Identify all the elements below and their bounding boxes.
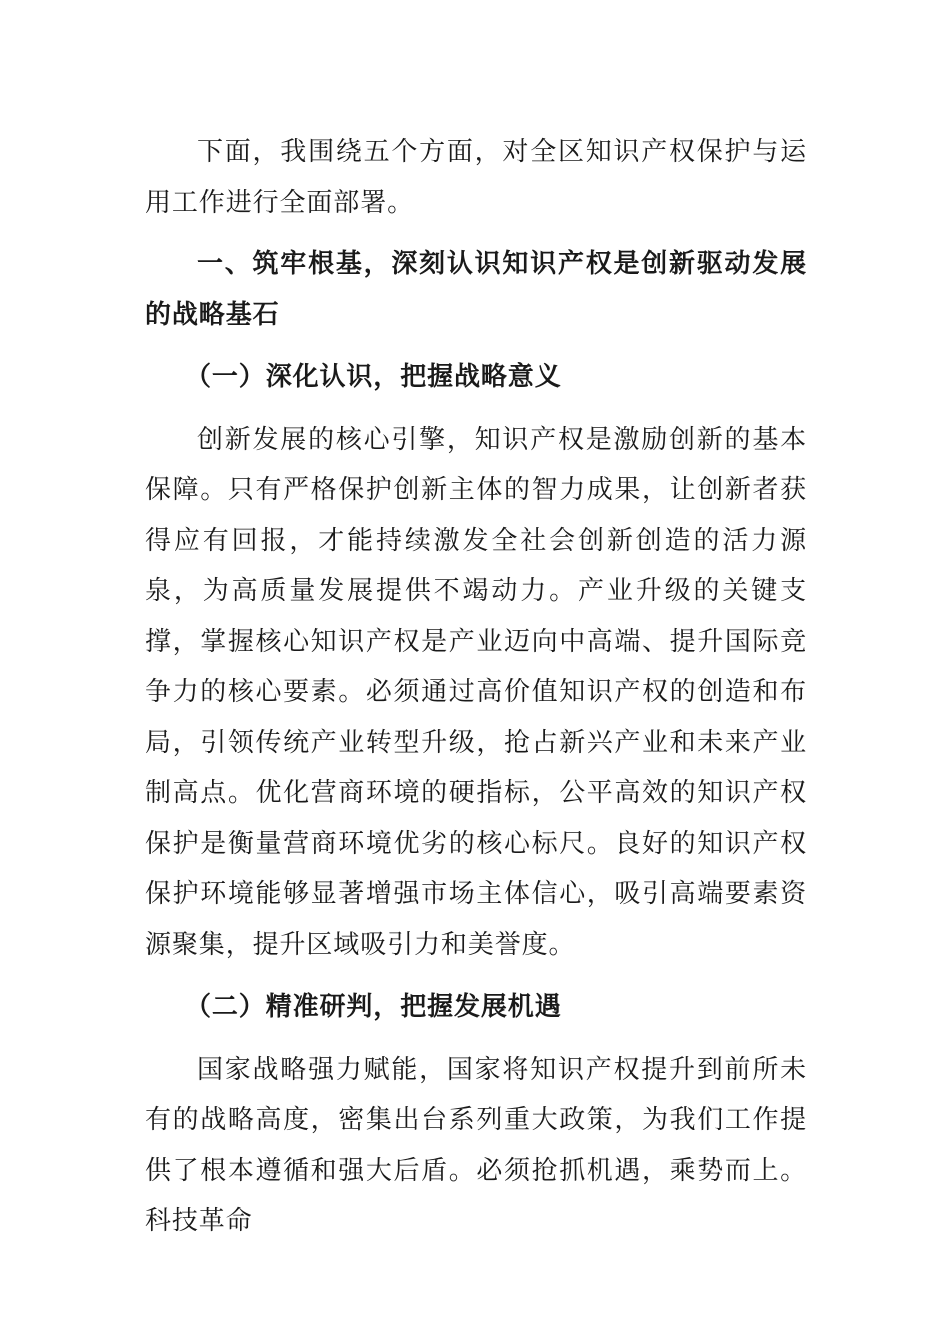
body-paragraph-opportunity: 国家战略强力赋能，国家将知识产权提升到前所未有的战略高度，密集出台系列重大政策，为我们工作提供了根本遵循和强大后盾。必须抢抓机遇，乘势而上。科技革命 xyxy=(145,1054,807,1236)
section-heading-1: 一、筑牢根基，深刻认识知识产权是创新驱动发展的战略基石 xyxy=(145,249,807,330)
document-body xyxy=(145,127,807,1247)
subsection-heading-1: （一）深化认识，把握战略意义 xyxy=(185,362,562,392)
subsection-heading-2: （二）精准研判，把握发展机遇 xyxy=(185,992,562,1022)
intro-paragraph: 下面，我围绕五个方面，对全区知识产权保护与运用工作进行全面部署。 xyxy=(145,137,807,218)
body-paragraph-significance: 创新发展的核心引擎，知识产权是激励创新的基本保障。只有严格保护创新主体的智力成果，让创新者获得应有回报，才能持续激发全社会创新创造的活力源泉，为高质量发展提供不竭动力。产业升级的关键支撑，掌握核心知识产权是产业迈向中高端、提升国际竞争力的核心要素。必须通过高价值知识产权的创造和布局，引领传统产业转型升级，抢占新兴产业和未来产业制高点。优化营商环境的硬指标，公平高效的知识产权保护是衡量营商环境优劣的核心标尺。良好的知识产权保护环境能够显著增强市场主体信心，吸引高端要素资源聚集，提升区域吸引力和美誉度。 xyxy=(145,424,807,960)
